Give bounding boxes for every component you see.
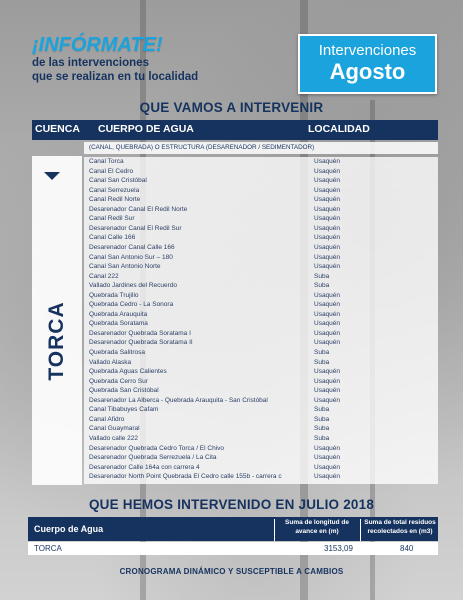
- cuerpo-de-agua: Vallado Jardines del Recuerdo: [89, 282, 178, 290]
- cuerpo-de-agua: Vallado Alaska: [89, 358, 132, 366]
- cuenca-name: TORCA: [45, 301, 68, 381]
- table-row: [84, 425, 438, 434]
- table-row: [84, 473, 438, 482]
- localidad: Usaquén: [314, 253, 341, 261]
- summary-residuos-value: 840: [400, 544, 414, 553]
- cuerpo-de-agua: Desarenador Calle 164a con carrera 4: [89, 463, 200, 471]
- localidad: Usaquén: [314, 377, 341, 385]
- table-row: [84, 349, 438, 358]
- localidad: Usaquén: [314, 234, 341, 242]
- plan-table-subheader: [84, 142, 438, 154]
- cuerpo-de-agua: Canal Tibabuyes Cafam: [89, 406, 159, 414]
- table-row: [84, 301, 438, 310]
- summary-col-residuos: Suma de total residuos recolectados en (m3): [360, 519, 439, 541]
- cuerpo-de-agua: Desarenador La Alberca - Quebrada Arauquita - San Cristóbal: [89, 396, 268, 404]
- cuerpo-de-agua: Desarenador Quebrada Soratama I: [89, 329, 191, 337]
- localidad: Suba: [314, 282, 330, 290]
- localidad: Usaquén: [314, 396, 341, 404]
- cuerpo-de-agua: Canal Serrezuela: [89, 186, 140, 194]
- cuenca-column: [32, 156, 82, 485]
- localidad: Usaquén: [314, 177, 341, 185]
- cuerpo-de-agua: Canal 222: [89, 272, 119, 280]
- cuerpo-de-agua: Quebrada Salitrosa: [89, 349, 146, 356]
- cuerpo-de-agua: Canal Torca: [89, 158, 124, 165]
- triangle-down-icon: [44, 172, 60, 180]
- localidad: Usaquén: [314, 473, 341, 481]
- month-name: Agosto: [329, 59, 406, 84]
- table-row: [84, 206, 438, 215]
- cuerpo-de-agua: Desarenador Quebrada Cedro Torca / El Chivo: [89, 444, 225, 452]
- localidad: Usaquén: [314, 387, 341, 395]
- table-row: [84, 454, 438, 463]
- localidad: Usaquén: [314, 463, 341, 471]
- table-row: [84, 196, 438, 205]
- table-row: [84, 225, 438, 234]
- header-block: [32, 34, 272, 84]
- table-row: [84, 445, 438, 454]
- table-row: [84, 187, 438, 196]
- localidad: Suba: [314, 406, 330, 414]
- table-row: [84, 234, 438, 243]
- localidad: Usaquén: [314, 444, 341, 452]
- table-row: [84, 311, 438, 320]
- cuerpo-de-agua: Quebrada Arauquita: [89, 310, 148, 318]
- localidad: Suba: [314, 358, 330, 366]
- localidad: Usaquén: [314, 205, 341, 213]
- table-row: [84, 406, 438, 415]
- localidad: Usaquén: [314, 263, 341, 271]
- table-row: [84, 263, 438, 272]
- table-row: [84, 215, 438, 224]
- cuerpo-de-agua: Canal Redil Sur: [89, 215, 135, 223]
- subtitle-line-1: de las intervenciones: [32, 57, 149, 69]
- localidad: Suba: [314, 272, 330, 280]
- localidad: Usaquén: [314, 215, 341, 223]
- cuerpo-de-agua: Canal San Antonio Norte: [89, 263, 161, 271]
- cuerpo-de-agua: Quebrada Cerro Sur: [89, 377, 148, 385]
- cuerpo-de-agua: Desarenador Canal El Redil Norte: [89, 205, 188, 213]
- localidad: Usaquén: [314, 167, 341, 175]
- cuerpo-de-agua: Canal San Antonio Sur – 180: [89, 253, 173, 261]
- localidad: Usaquén: [314, 454, 341, 462]
- localidad: Suba: [314, 434, 330, 442]
- localidad: Usaquén: [314, 310, 341, 318]
- col-header-cuenca: CUENCA: [35, 123, 80, 135]
- table-row: [84, 435, 438, 444]
- cuerpo-de-agua: Canal Guaymaral: [89, 425, 140, 433]
- summary-cuerpo-value: TORCA: [34, 544, 62, 553]
- localidad: Usaquén: [314, 186, 341, 194]
- table-row: [84, 416, 438, 425]
- cuerpo-de-agua: Canal Calle 166: [89, 234, 136, 242]
- table-row: [84, 158, 438, 167]
- localidad: Suba: [314, 425, 330, 433]
- cuerpo-de-agua: Vallado calle 222: [89, 434, 139, 442]
- cuerpo-de-agua: Desarenador Canal Calle 166: [89, 243, 175, 251]
- table-row: [84, 330, 438, 339]
- table-row: [84, 359, 438, 368]
- cuerpo-de-agua: Quebrada Soratama: [89, 320, 148, 328]
- cuerpo-de-agua: Quebrada San Cristóbal: [89, 387, 159, 395]
- informate-title: ¡INFÓRMATE!: [32, 34, 163, 56]
- localidad: Usaquén: [314, 339, 341, 347]
- localidad: Usaquén: [314, 196, 341, 204]
- cuerpo-de-agua: Desarenador Quebrada Soratama II: [89, 339, 193, 347]
- cuerpo-de-agua: Canal El Cedro: [89, 167, 134, 175]
- localidad: Usaquén: [314, 224, 341, 232]
- table-row: [84, 378, 438, 387]
- table-row: [84, 387, 438, 396]
- table-row: [84, 292, 438, 301]
- cuerpo-de-agua: Canal Afidro: [89, 415, 125, 423]
- col-header-cuerpo: CUERPO DE AGUA: [98, 123, 194, 135]
- cuerpo-de-agua: Quebrada Trujillo: [89, 291, 139, 299]
- summary-longitud-value: 3153,09: [324, 544, 353, 553]
- summary-section-title: QUE HEMOS INTERVENIDO EN JULIO 2018: [88, 497, 375, 512]
- cuerpo-de-agua: Desarenador Canal El Redil Sur: [89, 224, 182, 232]
- table-row: [84, 168, 438, 177]
- localidad: Usaquén: [314, 291, 341, 299]
- col-header-localidad: LOCALIDAD: [308, 123, 370, 135]
- plan-table: [32, 120, 438, 485]
- plan-section-title: QUE VAMOS A INTERVENIR: [139, 100, 324, 115]
- cuerpo-de-agua: Quebrada Cedro - La Sonora: [89, 301, 174, 309]
- table-row: [84, 397, 438, 406]
- cuerpo-de-agua: Desarenador Quebrada Serrezuela / La Cita: [89, 454, 217, 462]
- table-row: [84, 282, 438, 291]
- table-row: [84, 464, 438, 473]
- subtitle-line-2: que se realizan en tu localidad: [32, 71, 199, 83]
- month-box-label: Intervenciones: [318, 42, 417, 59]
- cuerpo-de-agua: Desarenador North Point Quebrada El Cedro calle 155b - carrera c: [89, 473, 282, 481]
- cuerpo-de-agua: Canal Redil Norte: [89, 196, 141, 204]
- localidad: Suba: [314, 415, 330, 423]
- localidad: Usaquén: [314, 301, 341, 309]
- table-row: [84, 273, 438, 282]
- localidad: Usaquén: [314, 320, 341, 328]
- localidad: Usaquén: [314, 329, 341, 337]
- summary-col-longitud: Suma de longitud de avance en (m): [274, 519, 359, 541]
- table-row: [84, 177, 438, 186]
- table-row: [84, 339, 438, 348]
- localidad: Usaquén: [314, 368, 341, 376]
- table-row: [84, 320, 438, 329]
- summary-table-header: [28, 517, 438, 541]
- table-row: [84, 254, 438, 263]
- localidad: Usaquén: [314, 243, 341, 251]
- table-row: [84, 368, 438, 377]
- subheader-text: (CANAL, QUEBRADA) O ESTRUCTURA (DESARENADOR / SEDIMENTADOR): [89, 144, 315, 151]
- month-box: [298, 34, 437, 94]
- footer-note: CRONOGRAMA DINÁMICO Y SUSCEPTIBLE A CAMBIOS: [119, 567, 344, 576]
- cuerpo-de-agua: Quebrada Aguas Calientes: [89, 368, 167, 376]
- localidad: Usaquén: [314, 158, 341, 165]
- localidad: Suba: [314, 349, 330, 356]
- table-row: [28, 542, 438, 555]
- table-row: [84, 244, 438, 253]
- cuerpo-de-agua: Canal San Cristóbal: [89, 177, 147, 185]
- plan-table-body: [84, 157, 438, 484]
- plan-table-header: [32, 120, 438, 140]
- summary-col-cuerpo: Cuerpo de Agua: [34, 524, 104, 534]
